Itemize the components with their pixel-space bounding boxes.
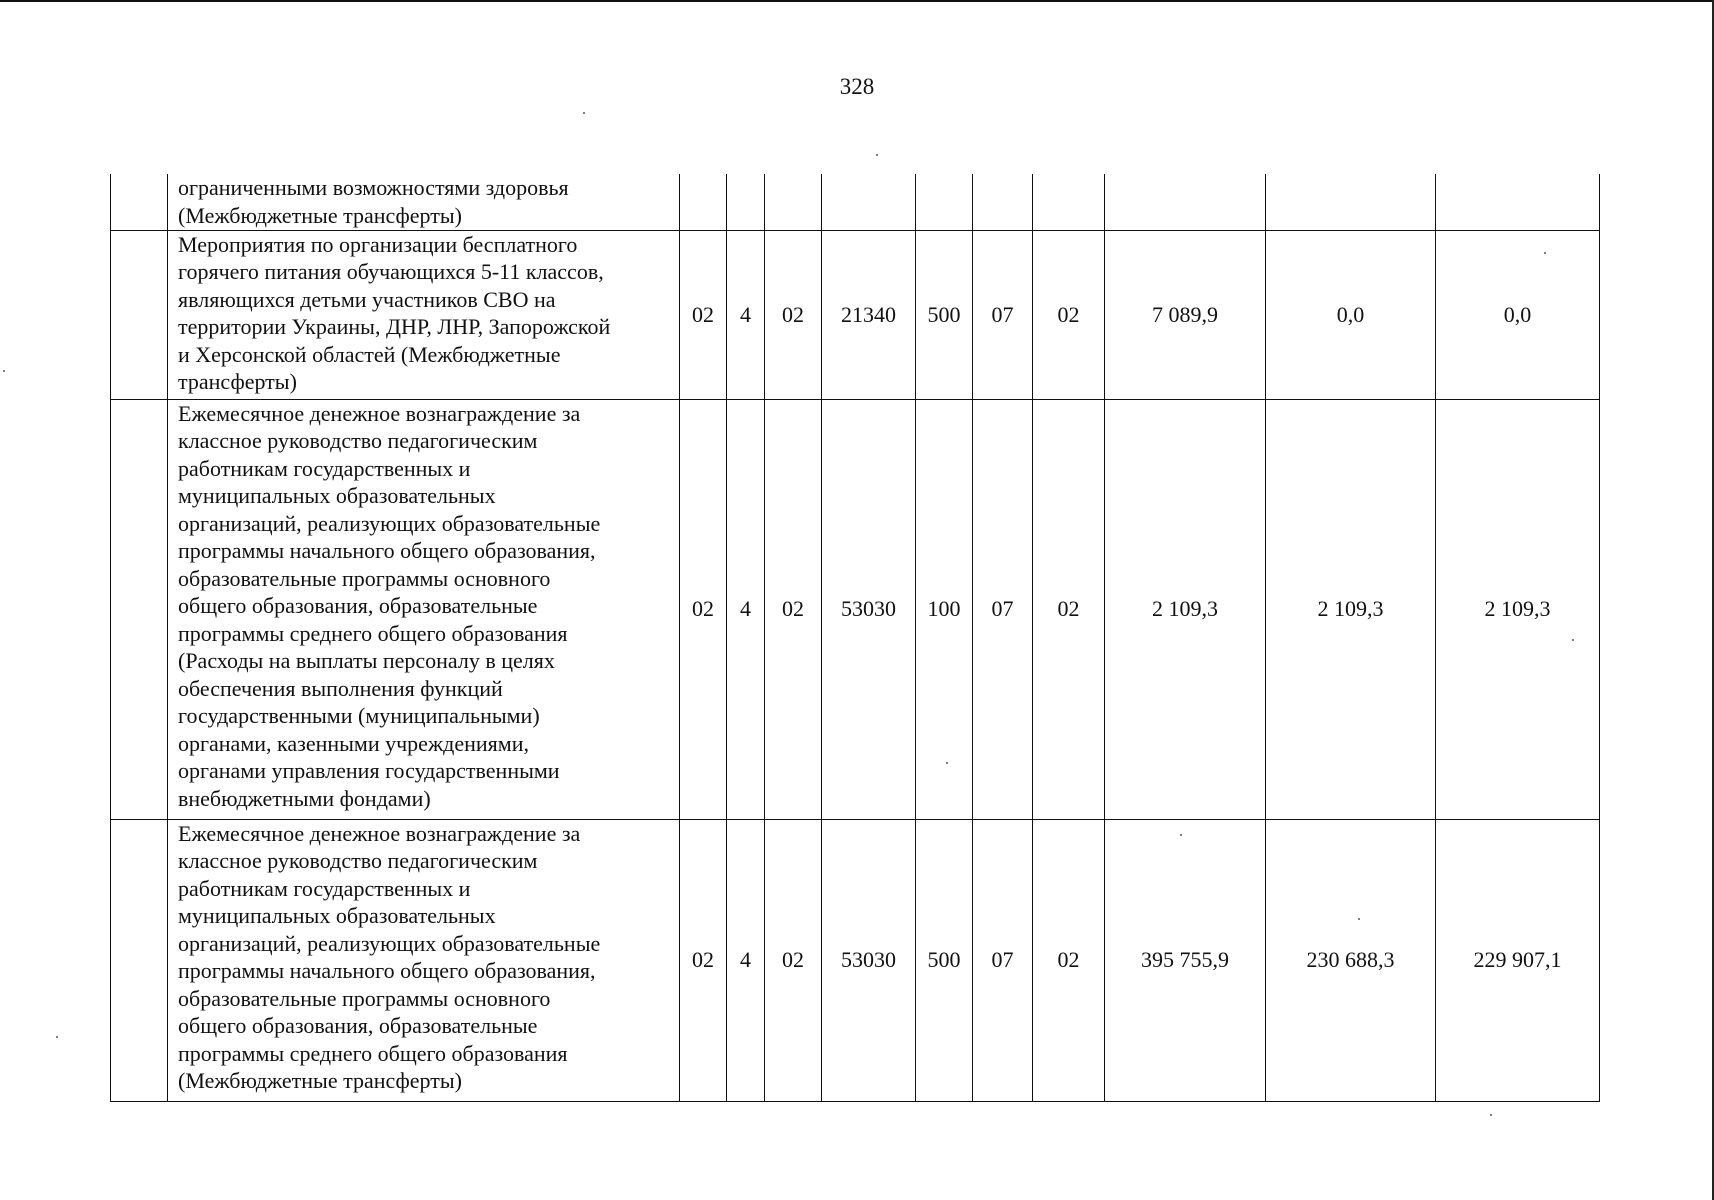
- amount-cell: [1105, 174, 1266, 230]
- description-line: программы среднего общего образования: [178, 620, 568, 646]
- amount-cell: 2 109,3: [1436, 399, 1600, 819]
- description-line: программы начального общего образования,: [178, 958, 596, 983]
- description-cell: [168, 819, 680, 1101]
- code-cell: 4: [727, 819, 765, 1101]
- description-line: и Херсонской областей (Межбюджетные: [178, 341, 561, 367]
- row-number-cell: [111, 230, 168, 399]
- scan-speck: [583, 112, 585, 114]
- description-line: (Межбюджетные трансферты): [178, 202, 462, 228]
- description-cell: [168, 399, 680, 819]
- description-line: работникам государственных и: [178, 455, 471, 481]
- scan-speck: [946, 762, 948, 764]
- description-line: общего образования, образовательные: [178, 1013, 538, 1038]
- amount-cell: 0,0: [1266, 230, 1436, 399]
- description-line: организаций, реализующих образовательные: [178, 930, 601, 956]
- page-number: 328: [839, 74, 875, 99]
- amount-cell: [1266, 174, 1436, 230]
- scan-speck: [1180, 834, 1182, 836]
- description-line: органами, казенными учреждениями,: [178, 730, 529, 756]
- table-row: [111, 174, 1600, 230]
- table-row: [111, 819, 1600, 1101]
- amount-cell: 7 089,9: [1105, 230, 1266, 399]
- code-cell: [916, 174, 973, 230]
- code-cell: 02: [765, 819, 822, 1101]
- scan-speck: [1572, 639, 1574, 641]
- scan-speck: [3, 370, 5, 372]
- code-cell: [973, 174, 1033, 230]
- code-cell: 53030: [822, 399, 916, 819]
- amount-cell: 395 755,9: [1105, 819, 1266, 1101]
- code-cell: 02: [680, 399, 727, 819]
- code-cell: [765, 174, 822, 230]
- code-cell: 02: [765, 230, 822, 399]
- description-line: классное руководство педагогическим: [178, 848, 538, 873]
- description-cell: [168, 174, 680, 230]
- code-cell: 02: [1033, 819, 1105, 1101]
- description-line: организаций, реализующих образовательные: [178, 510, 601, 536]
- code-cell: 4: [727, 230, 765, 399]
- description-line: обеспечения выполнения функций: [178, 675, 503, 701]
- code-cell: [727, 174, 765, 230]
- row-number-cell: [111, 399, 168, 819]
- code-cell: [1033, 174, 1105, 230]
- code-cell: 02: [1033, 230, 1105, 399]
- description-line: образовательные программы основного: [178, 985, 551, 1011]
- description-line: работникам государственных и: [178, 875, 471, 901]
- description-line: (Межбюджетные трансферты): [178, 1068, 462, 1093]
- description-line: (Расходы на выплаты персоналу в целях: [178, 648, 555, 673]
- scan-speck: [876, 154, 878, 156]
- description-line: Ежемесячное денежное вознаграждение за: [178, 820, 581, 846]
- code-cell: 100: [916, 399, 973, 819]
- code-cell: [822, 174, 916, 230]
- amount-cell: 2 109,3: [1105, 399, 1266, 819]
- description-line: муниципальных образовательных: [178, 483, 496, 508]
- scan-speck: [1544, 252, 1546, 254]
- description-line: внебюджетными фондами): [178, 785, 431, 811]
- description-line: программы начального общего образования,: [178, 538, 596, 563]
- code-cell: 02: [680, 230, 727, 399]
- description-line: территории Украины, ДНР, ЛНР, Запорожской: [178, 314, 611, 339]
- code-cell: 4: [727, 399, 765, 819]
- table-row: [111, 399, 1600, 819]
- amount-cell: 2 109,3: [1266, 399, 1436, 819]
- budget-table: [110, 174, 1600, 1102]
- scan-speck: [56, 1036, 58, 1038]
- code-cell: 500: [916, 230, 973, 399]
- code-cell: 53030: [822, 819, 916, 1101]
- scan-speck: [1358, 918, 1360, 920]
- description-line: программы среднего общего образования: [178, 1040, 568, 1066]
- amount-cell: 229 907,1: [1436, 819, 1600, 1101]
- description-line: государственными (муниципальными): [178, 703, 540, 728]
- row-number-cell: [111, 819, 168, 1101]
- description-line: общего образования, образовательные: [178, 593, 538, 618]
- description-line: ограниченными возможностями здоровья: [178, 175, 569, 200]
- description-line: муниципальных образовательных: [178, 903, 496, 928]
- description-line: Ежемесячное денежное вознаграждение за: [178, 400, 581, 426]
- description-line: горячего питания обучающихся 5-11 классов,: [178, 259, 604, 284]
- description-line: органами управления государственными: [178, 758, 560, 783]
- code-cell: 500: [916, 819, 973, 1101]
- code-cell: 02: [1033, 399, 1105, 819]
- description-line: трансферты): [178, 369, 297, 394]
- code-cell: 02: [680, 819, 727, 1101]
- scan-edge-top: [0, 0, 1714, 2]
- code-cell: 07: [973, 819, 1033, 1101]
- description-line: классное руководство педагогическим: [178, 428, 538, 453]
- amount-cell: 230 688,3: [1266, 819, 1436, 1101]
- amount-cell: 0,0: [1436, 230, 1600, 399]
- scan-speck: [1490, 1114, 1492, 1116]
- code-cell: 07: [973, 399, 1033, 819]
- code-cell: [680, 174, 727, 230]
- amount-cell: [1436, 174, 1600, 230]
- code-cell: 21340: [822, 230, 916, 399]
- code-cell: 07: [973, 230, 1033, 399]
- description-cell: [168, 230, 680, 399]
- table-row: [111, 230, 1600, 399]
- code-cell: 02: [765, 399, 822, 819]
- description-line: образовательные программы основного: [178, 565, 551, 591]
- row-number-cell: [111, 174, 168, 230]
- description-line: Мероприятия по организации бесплатного: [178, 231, 578, 257]
- description-line: являющихся детьми участников СВО на: [178, 286, 556, 312]
